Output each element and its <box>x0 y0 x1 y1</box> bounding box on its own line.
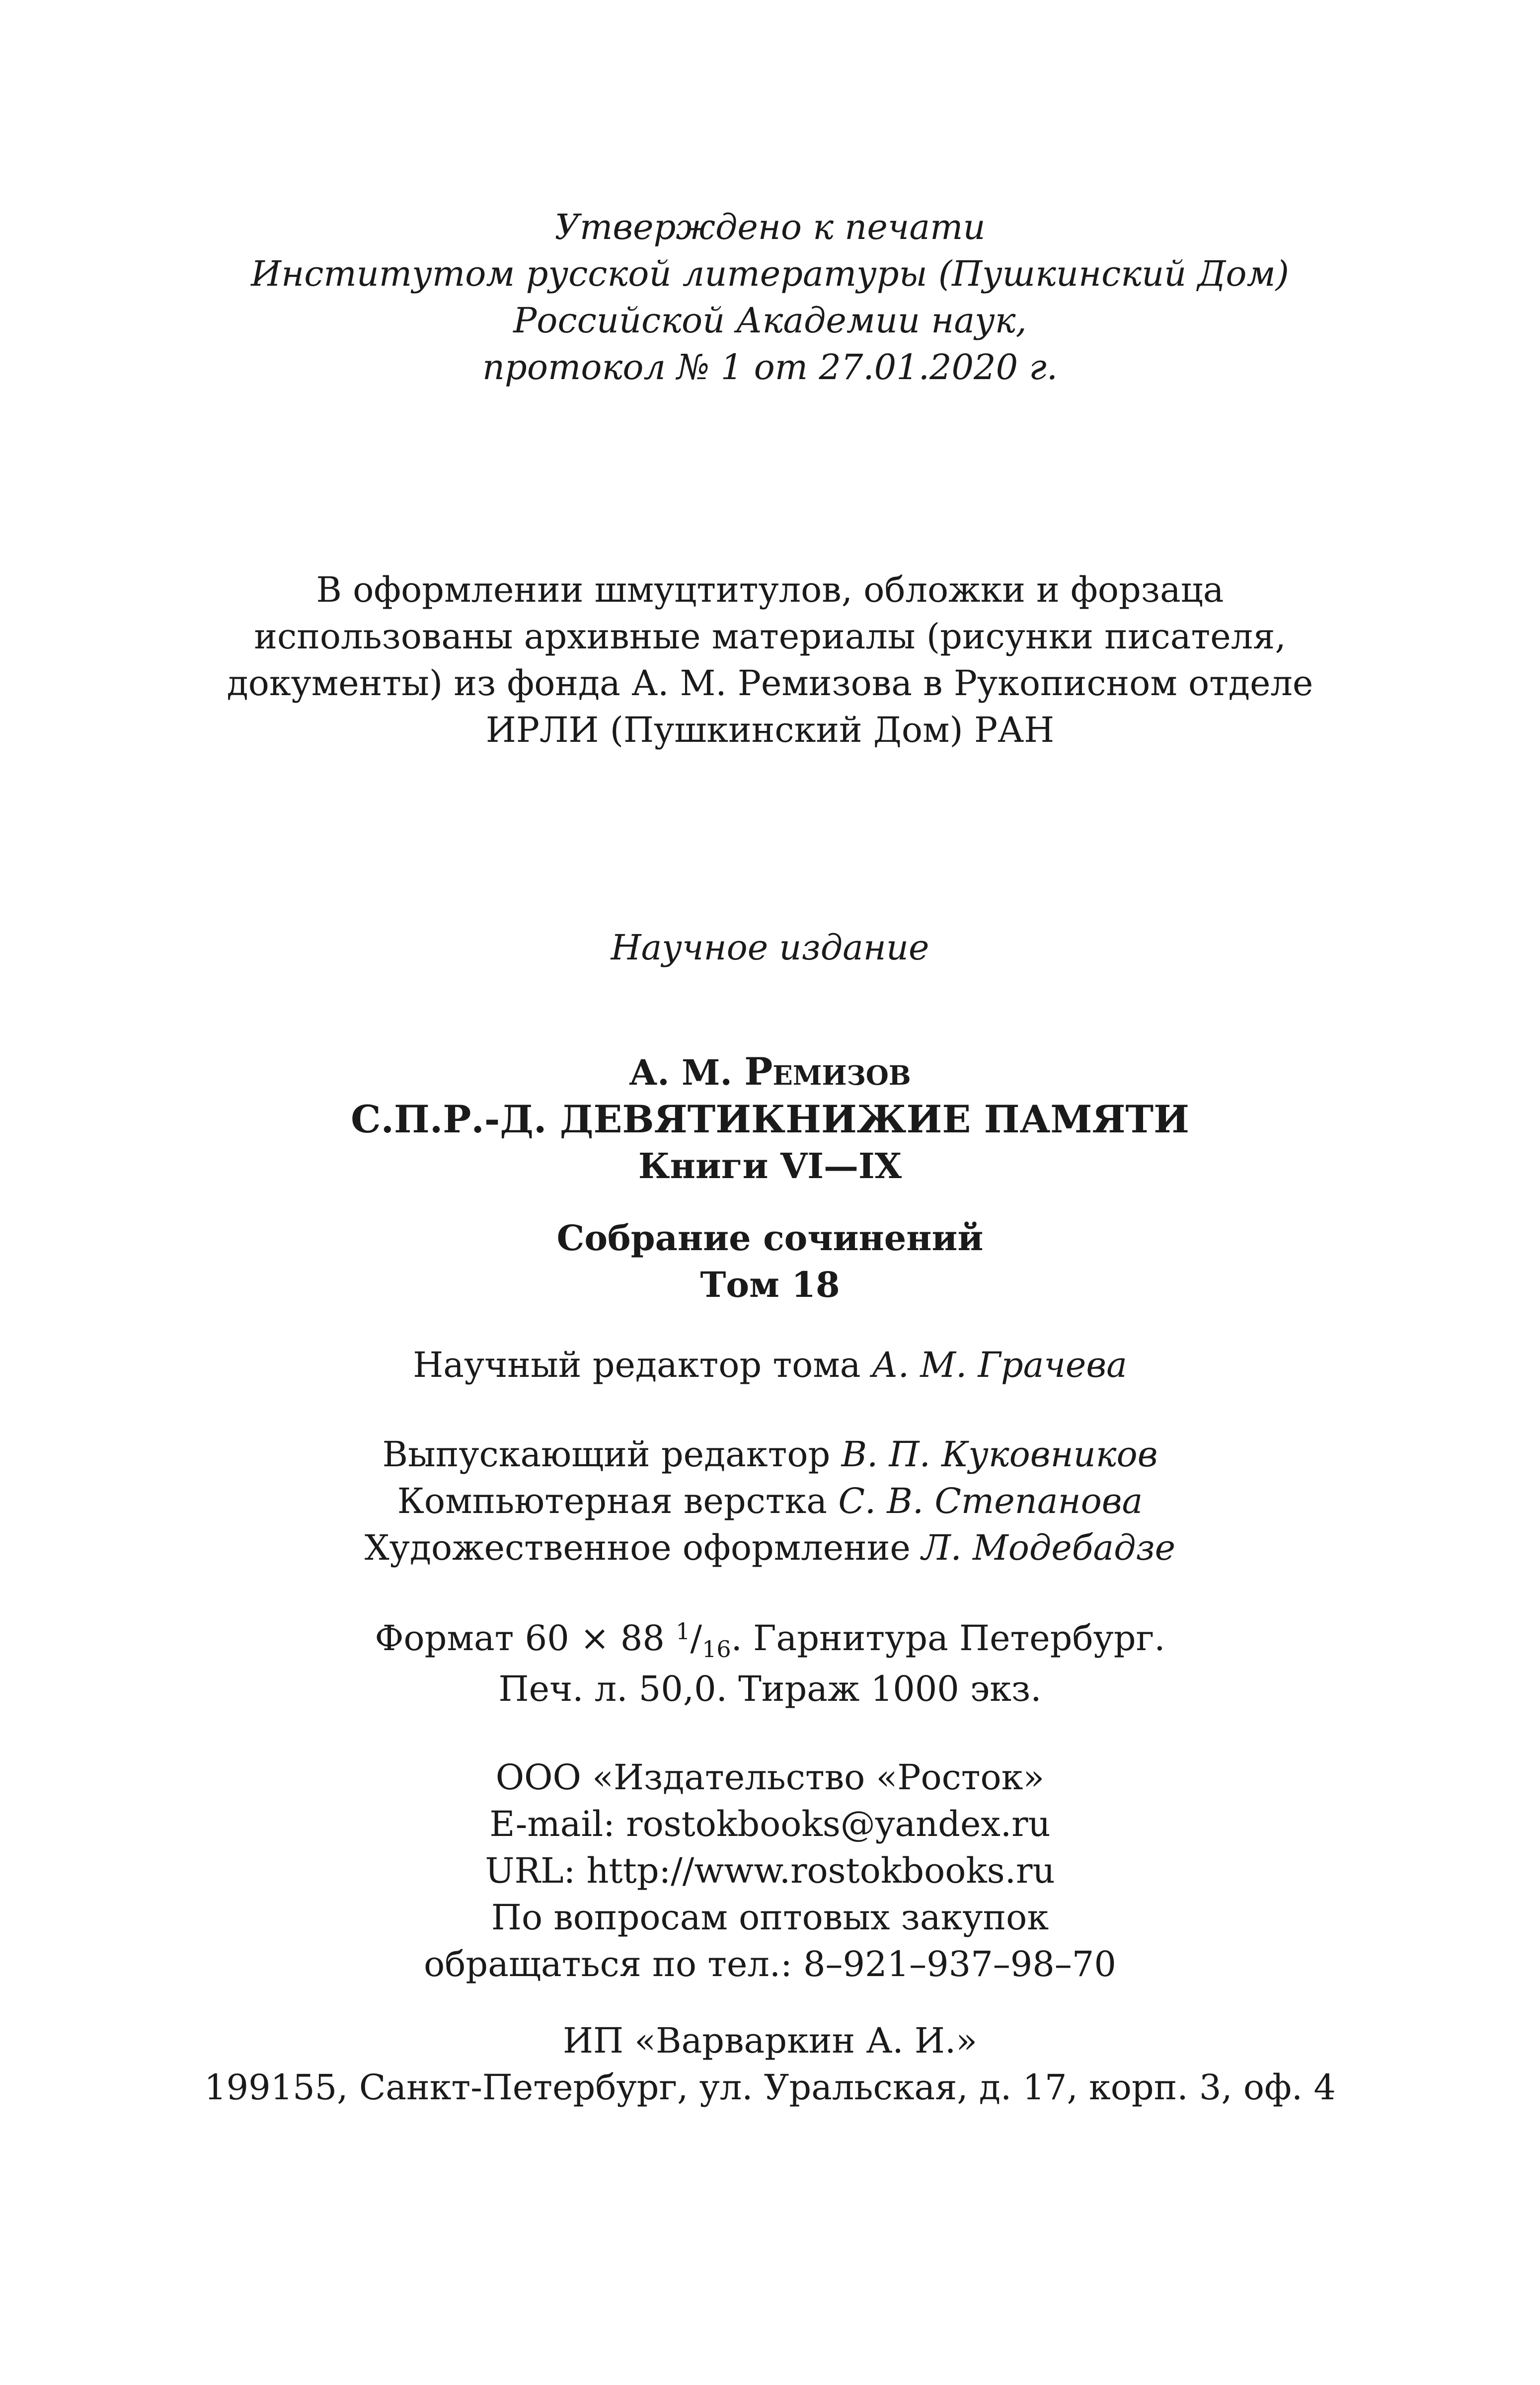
format-fraction-slash: / <box>690 1618 702 1659</box>
scientific-editor-name: А. М. Грачева <box>871 1345 1127 1385</box>
format-line <box>0 1615 1540 1666</box>
staff-line <box>0 1478 1540 1524</box>
publisher-url: URL: http://www.rostokbooks.ru <box>485 1850 1055 1891</box>
book-parts: Книги VI—IX <box>638 1145 902 1187</box>
approval-block <box>0 204 1540 391</box>
design-note-line: В оформлении шмуцтитулов, обложки и форзаца <box>316 569 1224 610</box>
collection-block <box>0 1215 1540 1308</box>
design-note-block <box>0 566 1540 753</box>
design-note-line: документы) из фонда А. М. Ремизова в Рукописном отделе <box>227 663 1313 704</box>
format-block <box>0 1615 1540 1712</box>
design-note-line: ИРЛИ (Пушкинский Дом) РАН <box>485 710 1055 750</box>
scientific-editor-block <box>0 1342 1540 1388</box>
book-title: С.П.Р.-Д. ДЕВЯТИКНИЖИЕ ПАМЯТИ <box>351 1097 1189 1141</box>
edition-type <box>0 924 1540 971</box>
author-surname: Ремизов <box>744 1049 911 1094</box>
staff-role: Выпускающий редактор <box>382 1434 831 1475</box>
publisher-phone: обращаться по тел.: 8–921–937–98–70 <box>424 1944 1116 1985</box>
approval-line: Российской Академии наук, <box>513 300 1027 341</box>
publisher-wholesale: По вопросам оптовых закупок <box>491 1897 1049 1938</box>
format-fraction-numerator: 1 <box>676 1618 691 1645</box>
publisher-block <box>0 1754 1540 1988</box>
design-note-line: использованы архивные материалы (рисунки писателя, <box>254 616 1286 657</box>
print-run-line: Печ. л. 50,0. Тираж 1000 экз. <box>498 1669 1042 1709</box>
staff-name: В. П. Куковников <box>841 1434 1158 1475</box>
format-fraction-denominator: 16 <box>702 1636 731 1663</box>
book-title-block <box>0 1048 1540 1190</box>
scientific-editor-label: Научный редактор тома <box>413 1345 861 1385</box>
staff-name: С. В. Степанова <box>838 1481 1143 1521</box>
staff-block <box>0 1431 1540 1571</box>
format-prefix: Формат 60 × 88 <box>375 1618 665 1659</box>
volume-number: Том 18 <box>700 1264 840 1305</box>
staff-name: Л. Модебадзе <box>922 1527 1176 1568</box>
printer-block <box>0 2017 1540 2111</box>
publisher-name: ООО «Издательство «Росток» <box>495 1757 1045 1798</box>
staff-line <box>0 1431 1540 1478</box>
collection-title: Собрание сочинений <box>556 1217 984 1259</box>
publisher-email: E-mail: rostokbooks@yandex.ru <box>489 1804 1051 1844</box>
format-suffix: . Гарнитура Петербург. <box>731 1618 1165 1659</box>
edition-type-label: Научное издание <box>611 927 929 968</box>
printer-name: ИП «Варваркин А. И.» <box>562 2020 978 2061</box>
scientific-editor-line <box>0 1342 1540 1388</box>
staff-role: Художественное оформление <box>364 1527 911 1568</box>
approval-line: Утверждено к печати <box>554 207 986 247</box>
author-name <box>0 1048 1540 1096</box>
approval-line: протокол № 1 от 27.01.2020 г. <box>482 347 1058 388</box>
staff-role: Компьютерная верстка <box>397 1481 828 1521</box>
author-initials: А. М. <box>629 1052 732 1093</box>
printer-address: 199155, Санкт-Петербург, ул. Уральская, д. 17, корп. 3, оф. 4 <box>204 2067 1336 2108</box>
staff-line <box>0 1524 1540 1571</box>
approval-line: Институтом русской литературы (Пушкинский Дом) <box>251 253 1289 294</box>
